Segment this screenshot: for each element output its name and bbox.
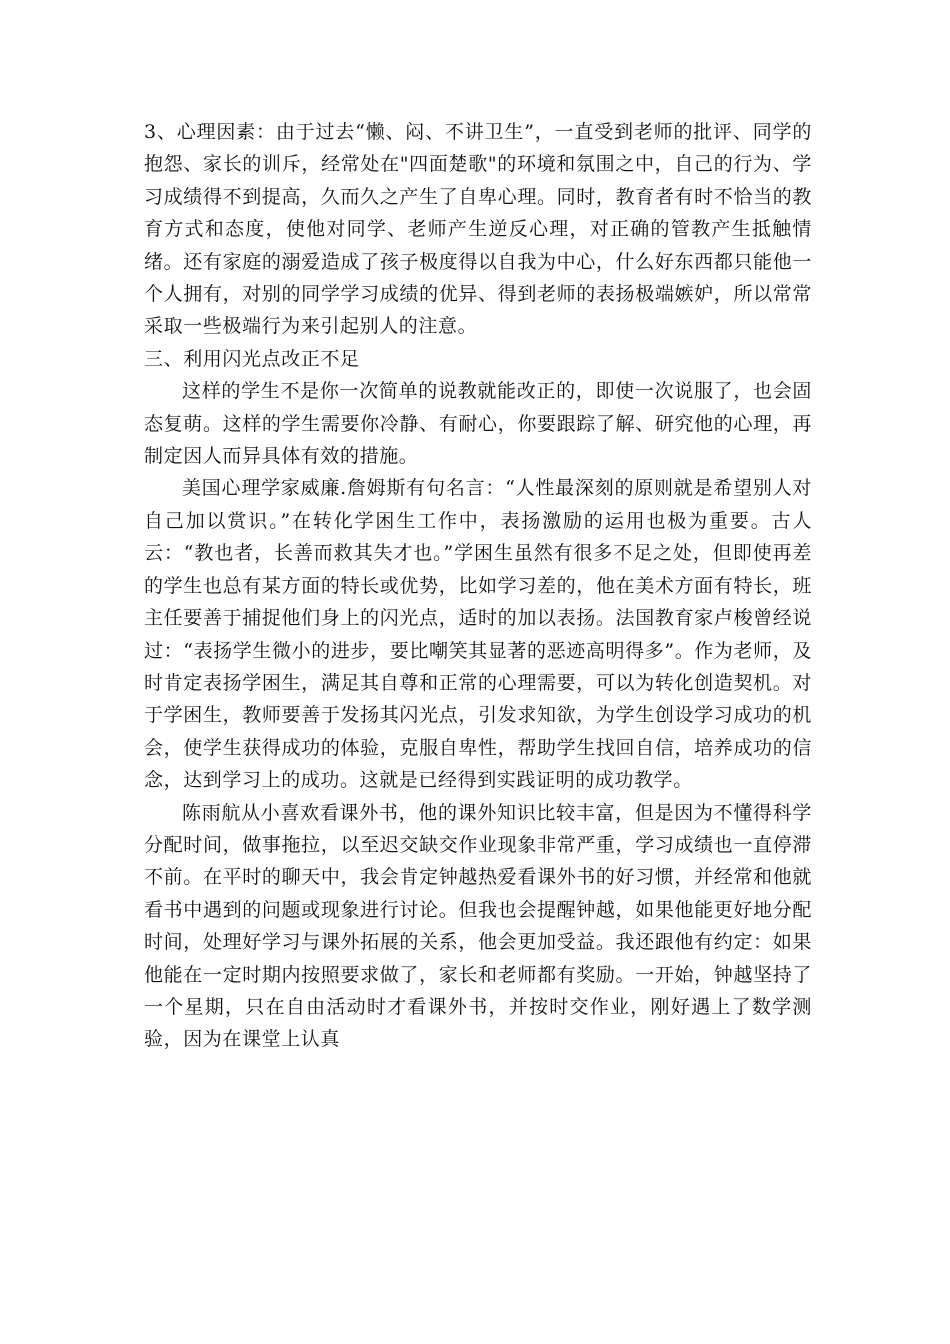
paragraph-patience: 这样的学生不是你一次简单的说教就能改正的，即使一次说服了，也会固态复萌。这样的学生需要你冷静、有耐心，你要跟踪了解、研究他的心理，再制定因人而异具体有效的措施。 <box>144 380 812 468</box>
paragraph-praise: 美国心理学家威廉.詹姆斯有句名言：“人性最深刻的原则就是希望别人对自己加以赏识。”在转化学困生工作中，表扬激励的运用也极为重要。古人云：“教也者，长善而救其失才也。”学困生虽然有很多不足之处，但即使再差的学生也总有某方面的特长或优势，比如学习差的，他在美术方面有特长，班主任要善于捕捉他们身上的闪光点，适时的加以表扬。法国教育家卢梭曾经说过：“表扬学生微小的进步，要比嘲笑其显著的恶迹高明得多”。作为老师，及时肯定表扬学困生，满足其自尊和正常的心理需要，可以为转化创造契机。对于学困生，教师要善于发扬其闪光点，引发求知欲，为学生创设学习成功的机会，使学生获得成功的体验，克服自卑性，帮助学生找回自信，培养成功的信念，达到学习上的成功。这就是已经得到实践证明的成功教学。 <box>144 477 812 792</box>
paragraph-psychological-factors: 3、心理因素：由于过去“懒、闷、不讲卫生”，一直受到老师的批评、同学的抱怨、家长的训斥，经常处在"四面楚歌"的环境和氛围之中，自己的行为、学习成绩得不到提高，久而久之产生了自卑心理。同时，教育者有时不恰当的教育方式和态度，使他对同学、老师产生逆反心理，对正确的管教产生抵触情绪。还有家庭的溺爱造成了孩子极度得以自我为中心，什么好东西都只能他一个人拥有，对别的同学学习成绩的优异、得到老师的表扬极端嫉妒，所以常常采取一些极端行为来引起别人的注意。 <box>144 121 812 338</box>
section-heading-3: 三、利用闪光点改正不足 <box>144 347 360 370</box>
paragraph-case-study: 陈雨航从小喜欢看课外书，他的课外知识比较丰富，但是因为不懂得科学分配时间，做事拖拉，以至迟交缺交作业现象非常严重，学习成绩也一直停滞不前。在平时的聊天中，我会肯定钟越热爱看课外书的好习惯，并经常和他就看书中遇到的问题或现象进行讨论。但我也会提醒钟越，如果他能更好地分配时间，处理好学习与课外拓展的关系，他会更加受益。我还跟他有约定：如果他能在一定时期内按照要求做了，家长和老师都有奖励。一开始，钟越坚持了一个星期，只在自由活动时才看课外书，并按时交作业，刚好遇上了数学测验，因为在课堂上认真 <box>144 801 812 1051</box>
document-body <box>144 116 812 1056</box>
